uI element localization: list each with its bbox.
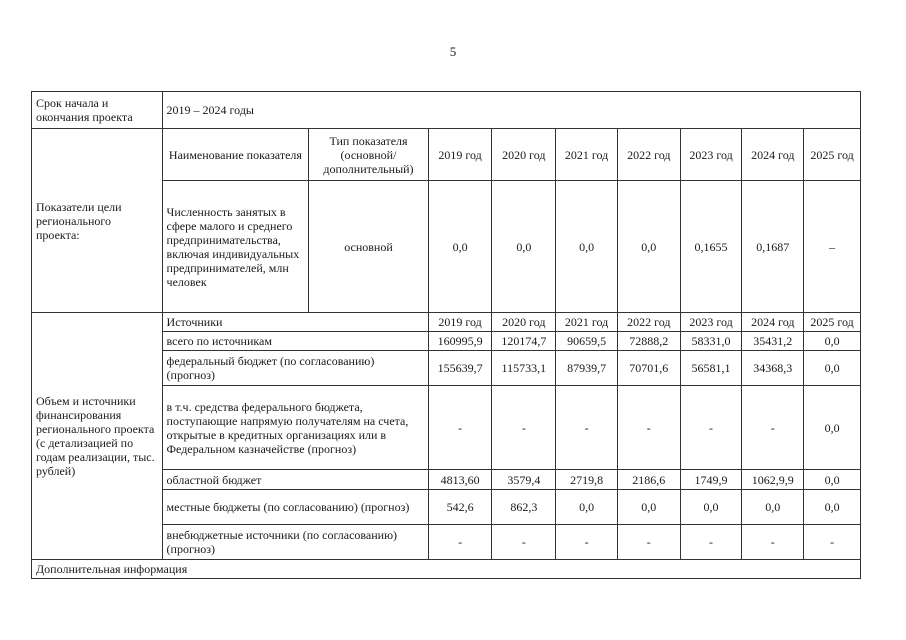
financing-header-row (32, 313, 861, 332)
indicator-year-header: 2022 год (617, 129, 680, 181)
indicator-name-header: Наименование показателя (162, 129, 309, 181)
project-period-value: 2019 – 2024 годы (162, 92, 860, 129)
indicator-type-header: Тип показателя (основной/ дополнительный) (309, 129, 428, 181)
financing-source: внебюджетные источники (по согласованию) (прогноз) (162, 525, 428, 560)
financing-value: 0,0 (804, 470, 861, 490)
financing-value: 70701,6 (617, 351, 680, 386)
indicator-year-header: 2021 год (556, 129, 618, 181)
financing-value: - (556, 525, 618, 560)
financing-value: - (428, 386, 492, 470)
project-period-row (32, 92, 861, 129)
financing-source: федеральный бюджет (по согласованию) (прогноз) (162, 351, 428, 386)
financing-value: - (617, 386, 680, 470)
financing-value: 4813,60 (428, 470, 492, 490)
financing-year-header: 2022 год (617, 313, 680, 332)
indicator-value: 0,0 (492, 181, 556, 313)
financing-value: 0,0 (617, 490, 680, 525)
financing-source: местные бюджеты (по согласованию) (прогноз) (162, 490, 428, 525)
indicator-year-header: 2025 год (804, 129, 861, 181)
financing-value: 160995,9 (428, 332, 492, 351)
financing-value: 120174,7 (492, 332, 556, 351)
financing-value: - (742, 525, 804, 560)
financing-value: - (680, 386, 742, 470)
indicator-value: 0,1687 (742, 181, 804, 313)
financing-value: 2719,8 (556, 470, 618, 490)
financing-year-header: 2025 год (804, 313, 861, 332)
financing-source: всего по источникам (162, 332, 428, 351)
indicator-value: 0,0 (428, 181, 492, 313)
financing-value: 87939,7 (556, 351, 618, 386)
financing-value: 0,0 (804, 490, 861, 525)
financing-value: - (492, 525, 556, 560)
financing-value: 0,0 (556, 490, 618, 525)
financing-value: 115733,1 (492, 351, 556, 386)
indicator-value: 0,0 (556, 181, 618, 313)
financing-value: 0,0 (804, 386, 861, 470)
financing-value: - (556, 386, 618, 470)
indicator-value: – (804, 181, 861, 313)
financing-value: 155639,7 (428, 351, 492, 386)
indicator-name: Численность занятых в сфере малого и среднего предпринимательства, включая индивидуальных предпринимателей, млн человек (162, 181, 309, 313)
financing-value: 0,0 (680, 490, 742, 525)
financing-value: 2186,6 (617, 470, 680, 490)
project-period-label: Срок начала и окончания проекта (32, 92, 163, 129)
indicator-year-header: 2019 год (428, 129, 492, 181)
financing-value: 1062,9,9 (742, 470, 804, 490)
indicators-header-row (32, 129, 861, 181)
financing-value: 3579,4 (492, 470, 556, 490)
financing-year-header: 2019 год (428, 313, 492, 332)
indicator-year-header: 2023 год (680, 129, 742, 181)
financing-value: 35431,2 (742, 332, 804, 351)
indicator-year-header: 2024 год (742, 129, 804, 181)
financing-value: - (617, 525, 680, 560)
indicator-value: 0,0 (617, 181, 680, 313)
financing-value: - (804, 525, 861, 560)
financing-sources-header: Источники (162, 313, 428, 332)
financing-value: - (428, 525, 492, 560)
financing-year-header: 2020 год (492, 313, 556, 332)
financing-value: 34368,3 (742, 351, 804, 386)
indicator-type: основной (309, 181, 428, 313)
financing-year-header: 2023 год (680, 313, 742, 332)
additional-info-label: Дополнительная информация (32, 560, 861, 579)
financing-value: - (680, 525, 742, 560)
indicator-value: 0,1655 (680, 181, 742, 313)
financing-value: 0,0 (804, 351, 861, 386)
financing-value: 90659,5 (556, 332, 618, 351)
financing-value: - (492, 386, 556, 470)
financing-value: 72888,2 (617, 332, 680, 351)
page-number: 5 (449, 44, 457, 59)
financing-value: 0,0 (804, 332, 861, 351)
financing-year-header: 2024 год (742, 313, 804, 332)
financing-value: 56581,1 (680, 351, 742, 386)
financing-value: - (742, 386, 804, 470)
goal-indicators-label: Показатели цели регионального проекта: (32, 129, 163, 313)
financing-label: Объем и источники финансирования регионального проекта (с детализацией по годам реализации, тыс. рублей) (32, 313, 163, 560)
additional-info-row (32, 560, 861, 579)
indicator-year-header: 2020 год (492, 129, 556, 181)
financing-value: 542,6 (428, 490, 492, 525)
financing-value: 58331,0 (680, 332, 742, 351)
financing-value: 0,0 (742, 490, 804, 525)
financing-value: 862,3 (492, 490, 556, 525)
financing-source: в т.ч. средства федерального бюджета, поступающие напрямую получателям на счета, открытые в кредитных организациях или в Федеральном казначействе (прогноз) (162, 386, 428, 470)
financing-source: областной бюджет (162, 470, 428, 490)
financing-value: 1749,9 (680, 470, 742, 490)
financing-year-header: 2021 год (556, 313, 618, 332)
project-passport-table (31, 91, 861, 579)
